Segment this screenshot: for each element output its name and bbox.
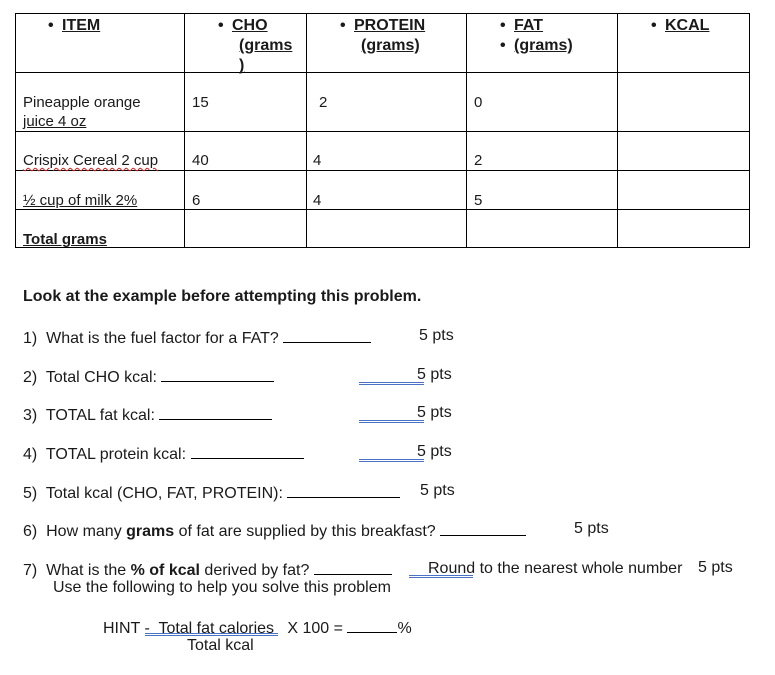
table-cell-fat: 5 [474,192,483,209]
answer-line [359,461,424,462]
header-item: • ITEM [48,17,101,34]
header-cho: • CHO (grams ) [218,17,293,74]
fraction-bar [145,633,278,634]
table-divider [617,13,618,248]
instructions-heading: Look at the example before attempting this problem. [23,288,422,305]
table-row-item: Pineapple orange juice 4 oz [23,94,141,130]
table-cell-cho: 15 [192,94,209,111]
table-divider [184,13,185,248]
table-cell-protein: 4 [313,152,322,169]
table-border-right [749,13,750,248]
answer-line[interactable] [359,420,424,421]
table-border-left [15,13,16,248]
table-cell-protein: 4 [313,192,322,209]
table-cell-fat: 2 [474,152,483,169]
answer-blank[interactable] [159,404,272,420]
answer-line [359,384,424,385]
table-cell-fat: 0 [474,94,483,111]
question-4: 4) TOTAL protein kcal: [23,443,304,465]
answer-line [359,422,424,423]
answer-blank[interactable] [314,559,392,575]
question-7: 7) What is the % of kcal derived by fat? [23,559,392,581]
hint-denominator: Total kcal [187,637,254,654]
question-6: 6) How many grams of fat are supplied by this breakfast? [23,520,526,542]
points-label: 5 pts [417,404,452,421]
points-label: 5 pts [698,559,733,576]
table-row-item: Crispix Cereal 2 cup [23,152,159,169]
nutrition-table [15,13,750,248]
answer-line[interactable] [359,382,424,383]
header-kcal: • KCAL [651,17,710,34]
table-border-top [15,13,750,14]
points-label: 5 pts [417,443,452,460]
answer-blank[interactable] [161,366,274,382]
question-3: 3) TOTAL fat kcal: [23,404,272,426]
table-divider [15,170,750,171]
points-label: 5 pts [419,327,454,344]
question-7-subtext: Use the following to help you solve this problem [53,579,391,596]
answer-blank[interactable] [283,327,371,343]
table-cell-cho: 40 [192,152,209,169]
table-divider [15,131,750,132]
answer-blank[interactable] [347,617,397,633]
points-label: 5 pts [420,482,455,499]
answer-blank[interactable] [440,520,526,536]
table-cell-protein: 2 [319,94,328,111]
table-divider [466,13,467,248]
table-row-total-label: Total grams [23,231,107,248]
header-protein: • PROTEIN (grams) [340,17,426,54]
round-instruction: Round to the nearest whole number [428,560,683,577]
answer-blank[interactable] [191,443,304,459]
table-cell-cho: 6 [192,192,201,209]
hint-numerator: Total fat calories [158,620,275,637]
table-row-item: ½ cup of milk 2% [23,192,138,209]
table-divider [15,72,750,73]
question-1: 1) What is the fuel factor for a FAT? [23,327,371,349]
hint-formula: HINT - Total fat calories X 100 = % [103,617,412,639]
table-divider [306,13,307,248]
points-label: 5 pts [417,366,452,383]
answer-line[interactable] [359,459,424,460]
points-label: 5 pts [574,520,609,537]
question-5: 5) Total kcal (CHO, FAT, PROTEIN): [23,482,400,504]
header-fat: • FAT • (grams) [500,17,573,54]
question-2: 2) Total CHO kcal: [23,366,274,388]
table-border-bottom [15,247,750,248]
answer-blank[interactable] [287,482,400,498]
